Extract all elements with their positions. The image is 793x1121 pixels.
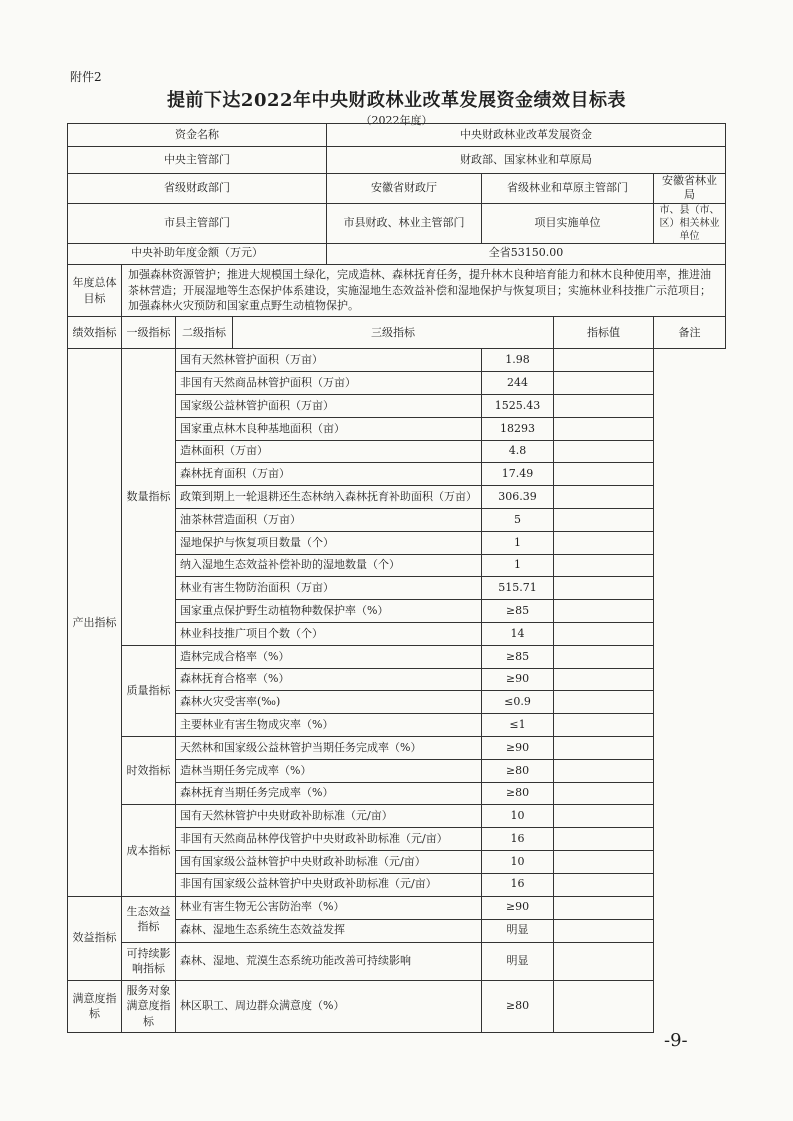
- page-subtitle: （2022年度）: [360, 114, 433, 127]
- page-title: 提前下达2022年中央财政林业改革发展资金绩效目标表: [166, 90, 627, 111]
- indicator-value: ≥85: [482, 645, 554, 668]
- page-number: -9-: [664, 1030, 688, 1051]
- indicator-remark: [554, 828, 654, 851]
- amount-label: 中央补助年度金额（万元）: [68, 243, 327, 264]
- level3-indicator: 非国有国家级公益林管护中央财政补助标准（元/亩）: [176, 873, 482, 896]
- level3-indicator: 造林当期任务完成率（%）: [176, 759, 482, 782]
- level2-indicator: 质量指标: [122, 645, 176, 736]
- indicator-remark: [554, 486, 654, 509]
- indicator-remark: [554, 919, 654, 942]
- level1-indicator: 满意度指标: [68, 980, 122, 1032]
- level3-indicator: 油茶林营造面积（万亩）: [176, 508, 482, 531]
- info-row: [68, 174, 726, 204]
- level3-indicator: 造林面积（万亩）: [176, 440, 482, 463]
- level3-indicator: 非国有天然商品林管护面积（万亩）: [176, 372, 482, 395]
- indicator-value: 1.98: [482, 349, 554, 372]
- goal-label: 年度总体目标: [68, 264, 122, 317]
- indicator-value: 明显: [482, 919, 554, 942]
- level3-indicator: 林业有害生物防治面积（万亩）: [176, 577, 482, 600]
- indicator-value: 10: [482, 805, 554, 828]
- indicator-value: 1: [482, 531, 554, 554]
- indicator-value: 16: [482, 873, 554, 896]
- fund-name-label: 资金名称: [68, 124, 327, 147]
- indicator-value: 18293: [482, 417, 554, 440]
- indicator-row: [68, 349, 726, 372]
- county-dept-value: 市县财政、林业主管部门: [327, 203, 482, 243]
- amount-value: 全省53150.00: [327, 243, 726, 264]
- indicator-row: [68, 896, 726, 919]
- indicator-value: ≤1: [482, 714, 554, 737]
- indicator-value: ≤0.9: [482, 691, 554, 714]
- indicator-remark: [554, 645, 654, 668]
- level3-header: 三级指标: [233, 317, 554, 349]
- indicator-remark: [554, 577, 654, 600]
- indicator-value: ≥90: [482, 736, 554, 759]
- level2-indicator: 数量指标: [122, 349, 176, 645]
- level2-indicator: 成本指标: [122, 805, 176, 896]
- indicator-remark: [554, 873, 654, 896]
- indicator-remark: [554, 395, 654, 418]
- indicator-value: 明显: [482, 942, 554, 980]
- indicator-remark: [554, 942, 654, 980]
- level2-indicator: 服务对象满意度指标: [122, 980, 176, 1032]
- level2-indicator: 生态效益指标: [122, 896, 176, 942]
- indicator-value: 17.49: [482, 463, 554, 486]
- level3-indicator: 纳入湿地生态效益补偿补助的湿地数量（个）: [176, 554, 482, 577]
- level3-indicator: 天然林和国家级公益林管护当期任务完成率（%）: [176, 736, 482, 759]
- indicator-remark: [554, 714, 654, 737]
- indicator-remark: [554, 896, 654, 919]
- indicator-row: [68, 980, 726, 1032]
- indicator-value: ≥90: [482, 896, 554, 919]
- indicator-remark: [554, 600, 654, 623]
- indicator-remark: [554, 850, 654, 873]
- indicator-row: [68, 805, 726, 828]
- performance-target-table: [67, 123, 726, 1033]
- level3-indicator: 国有国家级公益林管护中央财政补助标准（元/亩）: [176, 850, 482, 873]
- level2-indicator: 时效指标: [122, 736, 176, 804]
- indicator-value: ≥85: [482, 600, 554, 623]
- impl-unit-value: 市、县（市、区）相关林业单位: [654, 203, 726, 243]
- level3-indicator: 国家重点保护野生动植物种数保护率（%）: [176, 600, 482, 623]
- level3-indicator: 森林抚育合格率（%）: [176, 668, 482, 691]
- level2-indicator: 可持续影响指标: [122, 942, 176, 980]
- level3-indicator: 林区职工、周边群众满意度（%）: [176, 980, 482, 1032]
- level3-indicator: 造林完成合格率（%）: [176, 645, 482, 668]
- prov-finance-label: 省级财政部门: [68, 174, 327, 204]
- indicator-value: 5: [482, 508, 554, 531]
- level3-indicator: 湿地保护与恢复项目数量（个）: [176, 531, 482, 554]
- level3-indicator: 主要林业有害生物成灾率（%）: [176, 714, 482, 737]
- county-dept-label: 市县主管部门: [68, 203, 327, 243]
- indicator-value: 14: [482, 622, 554, 645]
- level1-indicator: 效益指标: [68, 896, 122, 980]
- indicator-value: 1: [482, 554, 554, 577]
- indicator-remark: [554, 463, 654, 486]
- index-header-row: [68, 317, 726, 349]
- level1-indicator: 产出指标: [68, 349, 122, 896]
- level3-indicator: 林业有害生物无公害防治率（%）: [176, 896, 482, 919]
- level3-indicator: 森林、湿地生态系统生态效益发挥: [176, 919, 482, 942]
- indicator-remark: [554, 691, 654, 714]
- level3-indicator: 国有天然林管护中央财政补助标准（元/亩）: [176, 805, 482, 828]
- indicator-row: [68, 645, 726, 668]
- level3-indicator: 国家级公益林管护面积（万亩）: [176, 395, 482, 418]
- prov-forestry-value: 安徽省林业局: [654, 174, 726, 204]
- indicator-row: [68, 942, 726, 980]
- indicator-remark: [554, 668, 654, 691]
- level3-indicator: 林业科技推广项目个数（个）: [176, 622, 482, 645]
- indicator-value: 1525.43: [482, 395, 554, 418]
- indicator-rows: [68, 349, 726, 1032]
- indicator-remark: [554, 980, 654, 1032]
- indicator-value: 16: [482, 828, 554, 851]
- goal-text: 加强森林资源管护；推进大规模国土绿化，完成造林、森林抚育任务，提升林木良种培育能力和林木良种使用率，推进油茶林营造；开展湿地等生态保护体系建设，实施湿地生态效益补偿和湿地保护与恢复项目；实施林业科技推广示范项目；加强森林火灾预防和国家重点野生动植物保护。: [122, 264, 726, 317]
- indicator-value: 306.39: [482, 486, 554, 509]
- level1-header: 一级指标: [122, 317, 176, 349]
- value-header: 指标值: [554, 317, 654, 349]
- indicator-remark: [554, 622, 654, 645]
- indicator-remark: [554, 736, 654, 759]
- indicator-remark: [554, 759, 654, 782]
- indicator-remark: [554, 531, 654, 554]
- impl-unit-label: 项目实施单位: [482, 203, 654, 243]
- level3-indicator: 非国有天然商品林停伐管护中央财政补助标准（元/亩）: [176, 828, 482, 851]
- info-row: [68, 124, 726, 147]
- info-row: [68, 147, 726, 174]
- level2-header: 二级指标: [176, 317, 233, 349]
- prov-finance-value: 安徽省财政厅: [327, 174, 482, 204]
- info-row: [68, 203, 726, 243]
- indicator-remark: [554, 782, 654, 805]
- indicator-value: 515.71: [482, 577, 554, 600]
- level3-indicator: 森林、湿地、荒漠生态系统功能改善可持续影响: [176, 942, 482, 980]
- central-dept-label: 中央主管部门: [68, 147, 327, 174]
- indicator-remark: [554, 372, 654, 395]
- indicator-value: ≥80: [482, 980, 554, 1032]
- level3-indicator: 森林抚育面积（万亩）: [176, 463, 482, 486]
- indicator-remark: [554, 349, 654, 372]
- level3-indicator: 国家重点林木良种基地面积（亩）: [176, 417, 482, 440]
- fund-name-value: 中央财政林业改革发展资金: [327, 124, 726, 147]
- indicator-row: [68, 736, 726, 759]
- remark-header: 备注: [654, 317, 726, 349]
- indicator-value: ≥80: [482, 782, 554, 805]
- indicator-remark: [554, 440, 654, 463]
- goal-row: [68, 264, 726, 317]
- prov-forestry-label: 省级林业和草原主管部门: [482, 174, 654, 204]
- level3-indicator: 森林抚育当期任务完成率（%）: [176, 782, 482, 805]
- level3-indicator: 政策到期上一轮退耕还生态林纳入森林抚育补助面积（万亩）: [176, 486, 482, 509]
- level3-indicator: 国有天然林管护面积（万亩）: [176, 349, 482, 372]
- indicator-value: 244: [482, 372, 554, 395]
- indicator-value: 10: [482, 850, 554, 873]
- perf-indicator-label: 绩效指标: [68, 317, 122, 349]
- indicator-remark: [554, 508, 654, 531]
- info-row: [68, 243, 726, 264]
- indicator-remark: [554, 417, 654, 440]
- indicator-remark: [554, 805, 654, 828]
- indicator-remark: [554, 554, 654, 577]
- level3-indicator: 森林火灾受害率(‰): [176, 691, 482, 714]
- indicator-value: 4.8: [482, 440, 554, 463]
- attachment-label: 附件2: [70, 70, 102, 84]
- indicator-value: ≥90: [482, 668, 554, 691]
- indicator-value: ≥80: [482, 759, 554, 782]
- central-dept-value: 财政部、国家林业和草原局: [327, 147, 726, 174]
